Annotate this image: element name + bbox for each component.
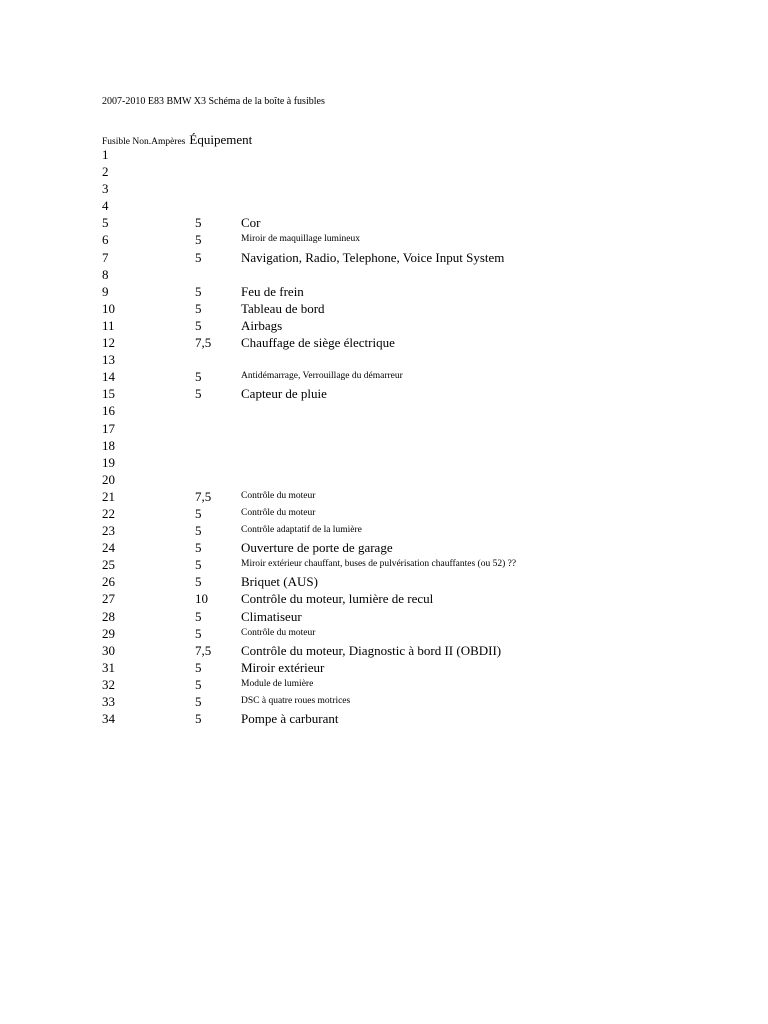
fuse-row — [102, 351, 662, 368]
fuse-row — [102, 471, 662, 488]
fuse-row — [102, 625, 662, 642]
fuse-row — [102, 539, 662, 556]
fuse-equipment: Module de lumière — [241, 678, 314, 689]
fuse-equipment: Pompe à carburant — [241, 711, 339, 727]
fuse-number: 16 — [102, 403, 115, 419]
fuse-number: 29 — [102, 625, 115, 641]
fuse-number: 6 — [102, 232, 109, 248]
fuse-row — [102, 505, 662, 522]
fuse-row — [102, 317, 662, 334]
fuse-row — [102, 283, 662, 300]
fuse-number: 30 — [102, 642, 115, 658]
fuse-amperage: 5 — [195, 317, 202, 333]
fuse-number: 32 — [102, 676, 115, 692]
fuse-number: 26 — [102, 574, 115, 590]
fuse-row — [102, 676, 662, 693]
fuse-row — [102, 146, 662, 163]
fuse-number: 18 — [102, 437, 115, 453]
fuse-row — [102, 402, 662, 419]
fuse-amperage: 5 — [195, 659, 202, 675]
fuse-equipment: Contrôle adaptatif de la lumière — [241, 525, 362, 536]
fuse-number: 27 — [102, 591, 115, 607]
fuse-row — [102, 556, 662, 573]
fuse-amperage: 5 — [195, 625, 202, 641]
fuse-row — [102, 488, 662, 505]
fuse-row — [102, 608, 662, 625]
fuse-row — [102, 590, 662, 607]
fuse-equipment: Tableau de bord — [241, 300, 325, 316]
fuse-row — [102, 522, 662, 539]
fuse-number: 14 — [102, 369, 115, 385]
fuse-amperage: 5 — [195, 608, 202, 624]
fuse-amperage: 5 — [195, 386, 202, 402]
fuse-number: 11 — [102, 317, 115, 333]
fuse-row — [102, 454, 662, 471]
fuse-row — [102, 266, 662, 283]
fuse-number: 4 — [102, 198, 109, 214]
fuse-amperage: 5 — [195, 557, 202, 573]
fuse-amperage: 5 — [195, 215, 202, 231]
fuse-number: 2 — [102, 164, 109, 180]
fuse-row — [102, 420, 662, 437]
fuse-number: 20 — [102, 471, 115, 487]
fuse-row — [102, 368, 662, 385]
fuse-number: 3 — [102, 181, 109, 197]
fuse-number: 12 — [102, 335, 115, 351]
fuse-number: 15 — [102, 386, 115, 402]
fuse-row — [102, 231, 662, 248]
fuse-number: 25 — [102, 557, 115, 573]
header-fuse-amps: Fusible Non.Ampères — [102, 137, 186, 147]
fuse-amperage: 7,5 — [195, 488, 212, 504]
fuse-number: 24 — [102, 540, 115, 556]
fuse-amperage: 5 — [195, 711, 202, 727]
fuse-row — [102, 249, 662, 266]
fuse-row — [102, 385, 662, 402]
fuse-number: 13 — [102, 352, 115, 368]
fuse-number: 33 — [102, 694, 115, 709]
fuse-row — [102, 573, 662, 590]
fuse-equipment: Capteur de pluie — [241, 386, 327, 402]
fuse-amperage: 5 — [195, 300, 202, 316]
fuse-number: 1 — [102, 147, 109, 162]
fuse-amperage: 5 — [195, 574, 202, 590]
fuse-amperage: 5 — [195, 505, 202, 521]
fuse-amperage: 5 — [195, 540, 202, 556]
fuse-equipment: Navigation, Radio, Telephone, Voice Input System — [241, 249, 505, 265]
fuse-equipment: Contrôle du moteur — [241, 627, 316, 638]
fuse-amperage: 5 — [195, 283, 202, 299]
fuse-row — [102, 693, 662, 710]
fuse-number: 21 — [102, 488, 115, 504]
fuse-equipment: DSC à quatre roues motrices — [241, 696, 351, 706]
fuse-amperage: 5 — [195, 694, 202, 709]
fuse-number: 31 — [102, 659, 115, 675]
fuse-amperage: 5 — [195, 249, 202, 265]
fuse-number: 22 — [102, 505, 115, 521]
fuse-amperage: 5 — [195, 676, 202, 692]
fuse-row — [102, 180, 662, 197]
fuse-row — [102, 300, 662, 317]
fuse-equipment: Chauffage de siège électrique — [241, 335, 395, 351]
fuse-number: 7 — [102, 249, 109, 265]
fuse-row — [102, 659, 662, 676]
fuse-equipment: Contrôle du moteur, lumière de recul — [241, 591, 434, 607]
fuse-equipment: Miroir extérieur chauffant, buses de pulvérisation chauffantes (ou 52) ?? — [241, 559, 517, 570]
fuse-equipment: Miroir de maquillage lumineux — [241, 234, 360, 245]
fuse-number: 10 — [102, 300, 115, 316]
fuse-number: 28 — [102, 608, 115, 624]
fuse-row — [102, 642, 662, 659]
fuse-equipment: Miroir extérieur — [241, 659, 325, 675]
fuse-equipment: Contrôle du moteur, Diagnostic à bord II (OBDII) — [241, 642, 502, 658]
fuse-equipment: Antidémarrage, Verrouillage du démarreur — [241, 371, 403, 382]
fuse-table — [102, 146, 662, 727]
fuse-amperage: 7,5 — [195, 642, 212, 658]
fuse-row — [102, 437, 662, 454]
fuse-equipment: Airbags — [241, 317, 283, 333]
fuse-amperage: 5 — [195, 232, 202, 248]
fuse-row — [102, 163, 662, 180]
fuse-amperage: 5 — [195, 523, 202, 539]
fuse-equipment: Contrôle du moteur — [241, 490, 316, 501]
fuse-number: 23 — [102, 523, 115, 539]
fuse-number: 8 — [102, 266, 109, 282]
fuse-equipment: Cor — [241, 215, 261, 231]
fuse-number: 17 — [102, 420, 115, 436]
fuse-number: 5 — [102, 215, 109, 231]
fuse-row — [102, 710, 662, 727]
fuse-number: 9 — [102, 283, 109, 299]
fuse-row — [102, 334, 662, 351]
fuse-equipment: Feu de frein — [241, 283, 304, 299]
fuse-amperage: 5 — [195, 369, 202, 385]
fuse-number: 34 — [102, 711, 115, 727]
document-title: 2007-2010 E83 BMW X3 Schéma de la boîte à fusibles — [102, 96, 325, 107]
fuse-number: 19 — [102, 454, 115, 470]
fuse-amperage: 10 — [195, 591, 208, 607]
fuse-equipment: Ouverture de porte de garage — [241, 540, 393, 556]
fuse-equipment: Climatiseur — [241, 608, 302, 624]
fuse-amperage: 7,5 — [195, 335, 212, 351]
fuse-row — [102, 197, 662, 214]
header-equipment: Équipement — [189, 132, 253, 147]
fuse-equipment: Briquet (AUS) — [241, 574, 318, 590]
fuse-equipment: Contrôle du moteur — [241, 507, 316, 518]
fuse-row — [102, 214, 662, 231]
